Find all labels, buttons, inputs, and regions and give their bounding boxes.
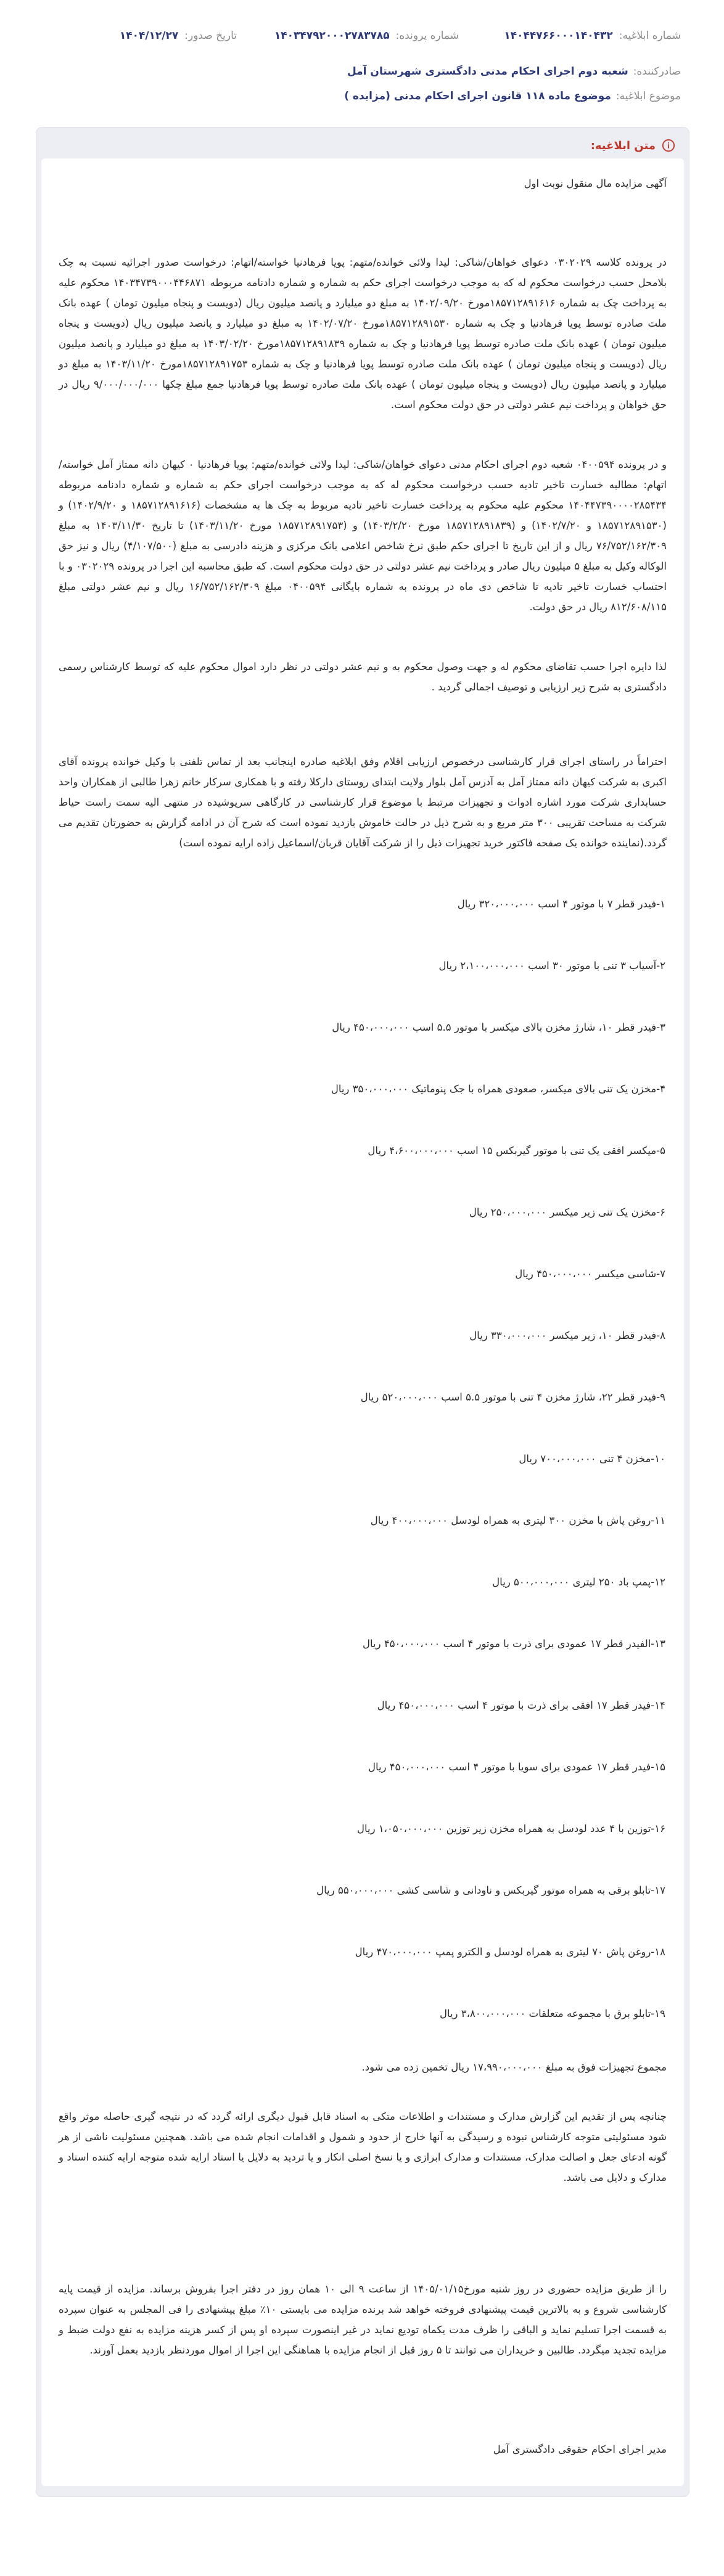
list-item: ۳-فیدر قطر ۱۰، شارژ مخزن بالای میکسر با موتور ۵.۵ اسب ۴۵۰،۰۰۰،۰۰۰ ریال: [332, 1021, 665, 1033]
meta-row: [43, 30, 681, 42]
list-item: ۱۹-تابلو برق با مجموعه متعلقات ۳،۸۰۰،۰۰۰،۰۰۰ ریال: [439, 2008, 665, 2019]
notice-number-value: ۱۴۰۴۴۷۶۶۰۰۰۱۴۰۴۳۲: [504, 30, 613, 42]
paragraph-auction-terms: را از طریق مزایده حضوری در روز شنبه مورخ۱۴۰۵/۰۱/۱۵ از ساعت ۹ الی ۱۰ همان روز در دفتر اجرا بفروش برساند. مزایده از قیمت پایه کارشناسی شروع و به بالاترین قیمت پیشنهادی فروخته خواهد شد برنده مزایده می بایستی ۱۰٪ مبلغ پیشنهادی را فی المجلس به عنوان سپرده به قسمت اجرا تسلیم نماید و الباقی را ظرف مدت یکماه تودیع نماید در غیر اینصورت سپرده او پس از کسر هزینه مزایده به نفع دولت ضبط و مزایده تجدید میگردد. طالبین و خریداران می توانند تا ۵ روز قبل از انجام مزایده با هماهنگی این اجرا از اموال موردنظر بازدید بعمل آورند.: [59, 2283, 667, 2356]
paragraph-disclaimer: چنانچه پس از تقدیم این گزارش مدارک و مستندات و اطلاعات متکی به اسناد قابل قبول دیگری ارائه گردد که در نتیجه گیری حاصله موثر واقع شود مسئولیتی متوجه کارشناس نبوده و رسیدگی به آنها خارج از حدود و شمول و اقدامات انجام شده می باشد. همچنین مسئولیت ناشی از هر گونه ادعای جعل و اصالت مدارک، مستندات و مدارک ابرازی و یا نسخ اصلی انکار و یا تردید به دلایل یا اسناد ارایه شده متوجه ارایه کننده اسناد و مدارک و دلایل می باشد.: [59, 2111, 667, 2183]
list-item: ۱۲-پمپ باد ۲۵۰ لیتری ۵۰۰،۰۰۰،۰۰۰ ریال: [492, 1576, 665, 1588]
card-title: [591, 139, 675, 152]
issuer-row: [347, 65, 681, 78]
list-item: ۶-مخزن یک تنی زیر میکسر ۲۵۰،۰۰۰،۰۰۰ ریال: [469, 1206, 665, 1218]
subject-label: موضوع ابلاغیه:: [615, 90, 681, 102]
list-item: ۱۰-مخزن ۴ تنی ۷۰۰،۰۰۰،۰۰۰ ریال: [519, 1453, 665, 1465]
notice-heading: آگهی مزایده مال منقول نوبت اول: [524, 178, 667, 189]
case-number: [237, 30, 459, 42]
list-item: ۴-مخزن یک تنی بالای میکسر، صعودی همراه با جک پنوماتیک ۳۵۰،۰۰۰،۰۰۰ ریال: [331, 1083, 665, 1095]
list-item: ۱۶-توزین با ۴ عدد لودسل به همراه مخزن زیر توزین ۱،۰۵۰،۰۰۰،۰۰۰ ریال: [356, 1823, 665, 1834]
notice-number-label: شماره ابلاغیه:: [619, 30, 681, 42]
list-item: ۸-فیدر قطر ۱۰، زیر میکسر ۳۳۰،۰۰۰،۰۰۰ ریال: [469, 1330, 665, 1341]
card-title-text: متن ابلاغیه:: [590, 139, 656, 152]
paragraph-total: مجموع تجهیزات فوق به مبلغ ۱۷،۹۹۰،۰۰۰،۰۰۰ ریال تخمین زده می شود.: [361, 2061, 667, 2073]
paragraph-expert-report: احتراماً در راستای اجرای قرار کارشناسی درخصوص ارزیابی اقلام وفق ابلاغیه صادره اینجانب بعد از تماس تلفنی با وکیل خوانده پرونده آقای اکبری به شرکت کیهان دانه ممتاز آمل به آدرس آمل بلوار ولایت ابتدای روستای دارکلا رفته و با همکاری سرکار خانم زهرا طالبی از همکاران واحد حسابداری شرکت مورد اشاره ادوات و تجهیزات مرتبط با موضوع قرار کارشناسی در کارگاهی سرپوشیده در منتهی الیه سمت راست حیاط شرکت به مساحت تقریبی ۳۰۰ متر مربع و به شرح ذیل در حالت خاموش بازدید نموده است که شرح آن در ادامه گزارش به حضورتان تقدیم می گردد.(نماینده خوانده یک صفحه فاکتور خرید تجهیزات ذیل را از شرکت آقایان قربان/اسماعیل زاده ارایه نموده است): [59, 756, 667, 849]
list-item: ۵-میکسر افقی یک تنی با موتور گیربکس ۱۵ اسب ۴،۶۰۰،۰۰۰،۰۰۰ ریال: [368, 1145, 665, 1156]
list-item: ۱-فیدر قطر ۷ با موتور ۴ اسب ۳۲۰،۰۰۰،۰۰۰ ریال: [457, 898, 665, 910]
info-icon: [662, 139, 675, 152]
issue-date-value: ۱۴۰۴/۱۲/۲۷: [119, 30, 179, 42]
subject-value: موضوع ماده ۱۱۸ قانون اجرای احکام مدنی (مزایده ): [344, 90, 611, 102]
list-item: ۲-آسیاب ۳ تنی با موتور ۳۰ اسب ۲،۱۰۰،۰۰۰،۰۰۰ ریال: [438, 960, 665, 971]
issuer-label: صادرکننده:: [633, 65, 681, 78]
case-number-value: ۱۴۰۳۴۷۹۲۰۰۰۲۷۸۳۷۸۵: [274, 30, 390, 42]
issue-date-label: تاریخ صدور:: [184, 30, 237, 42]
list-item: ۷-شاسی میکسر ۴۵۰،۰۰۰،۰۰۰ ریال: [515, 1268, 665, 1280]
notice-header: [0, 0, 724, 123]
list-item: ۱۵-فیدر قطر ۱۷ عمودی برای سویا با موتور ۴ اسب ۴۵۰،۰۰۰،۰۰۰ ریال: [368, 1761, 665, 1773]
list-item: ۱۷-تابلو برقی به همراه موتور گیربکس و ناودانی و شاسی کشی ۵۵۰،۰۰۰،۰۰۰ ریال: [316, 1884, 665, 1896]
signature-line: مدیر اجرای احکام حقوقی دادگستری آمل: [493, 2443, 667, 2455]
paragraph-case-1: در پرونده کلاسه ۰۳۰۲۰۲۹ دعوای خواهان/شاکی: لیدا ولائی خوانده/متهم: پویا فرهادنیا خواسته/اتهام: درخواست صدور اجرائیه نسبت به چک بلامحل حسب درخواست محکوم له که به موجب درخواست اجرای حکم به شماره و شماره دادنامه مربوطه ۱۴۰۳۴۷۳۹۰۰۰۴۴۶۸۷۱ محکوم علیه به پرداخت چک به شماره ۱۸۵۷۱۲۸۹۱۶۱۶مورخ ۱۴۰۲/۰۹/۲۰ به مبلغ دو میلیارد و پانصد میلیون ریال (دویست و پنجاه میلیون تومان ) عهده بانک ملت صادره توسط پویا فرهادنیا و چک به شماره ۱۸۵۷۱۲۸۹۱۵۳۰مورخ ۱۴۰۲/۰۷/۲۰ به مبلغ دو میلیارد و پانصد میلیون ریال (دویست و پنجاه میلیون تومان ) عهده بانک ملت صادره توسط پویا فرهادنیا و چک به شماره ۱۸۵۷۱۲۸۹۱۸۳۹مورخ ۱۴۰۳/۰۲/۲۰ به مبلغ دو میلیارد و پانصد میلیون ریال (دویست و پنجاه میلیون تومان ) عهده بانک ملت صادره توسط پویا فرهادنیا و چک به شماره ۱۸۵۷۱۲۸۹۱۷۵۳مورخ ۱۴۰۳/۱۱/۲۰ به مبلغ دو میلیارد و پانصد میلیون ریال (دویست و پنجاه میلیون تومان ) عهده بانک ملت صادره توسط پویا فرهادنیا جمع مبلغ چکها ۹/۰۰۰/۰۰۰/۰۰۰ ریال در حق خواهان و پرداخت نیم عشر دولتی در حق دولت محکوم است.: [59, 256, 667, 411]
paragraph-case-2: و در پرونده ۰۴۰۰۵۹۴ شعبه دوم اجرای احکام مدنی دعوای خواهان/شاکی: لیدا ولائی خوانده/متهم: پویا فرهادنیا ۰ کیهان دانه ممتاز آمل خواسته/اتهام: مطالبه خسارت تاخیر تادیه حسب درخواست محکوم له که به موجب درخواست اجرای حکم به شماره و شماره دادنامه مربوطه ۱۴۰۴۴۷۳۹۰۰۰۰۲۸۵۴۳۴ محکوم علیه محکوم به پرداخت خسارت تاخیر تادیه مربوط به چک ها به مشخصات (۱۸۵۷۱۲۸۹۱۶۱۶ و ۱۴۰۲/۹/۲۰) و (۱۸۵۷۱۲۸۹۱۵۳۰ و ۱۴۰۲/۷/۲۰) و (۱۸۵۷۱۲۸۹۱۸۳۹ مورخ ۱۴۰۳/۲/۲۰) و (۱۸۵۷۱۲۸۹۱۷۵۳ مورخ ۱۴۰۳/۱۱/۲۰) تا تاریخ ۱۴۰۳/۱۱/۳۰ به مبلغ ۷۶/۷۵۲/۱۶۲/۳۰۹ ریال و از این تاریخ تا اجرای حکم طبق نرخ شاخص اعلامی بانک مرکزی و هزینه دادرسی به مبلغ (۴/۱۰۷/۵۰۰) ریال و نیز حق الوکاله وکیل به مبلغ ۵ میلیون ریال صادر و پرداخت نیم عشر دولتی در حق دولت محکوم است. که طبق محاسبه این اجرا در پرونده ۰۳۰۲۰۲۹ و با احتساب خسارت تاخیر تادیه تا شاخص دی ماه در پرونده به شماره بایگانی ۰۴۰۰۵۹۴ مبلغ ۱۶/۷۵۲/۱۶۲/۳۰۹ ریال و نیم عشر دولتی مبلغ ۸۱۲/۶۰۸/۱۱۵ ریال در حق دولت.: [59, 459, 667, 613]
issuer-value: شعبه دوم اجرای احکام مدنی دادگستری شهرستان آمل: [347, 65, 628, 78]
case-number-label: شماره پرونده:: [395, 30, 459, 42]
list-item: ۱۳-الفیدر قطر ۱۷ عمودی برای ذرت با موتور ۴ اسب ۴۵۰،۰۰۰،۰۰۰ ریال: [363, 1638, 665, 1650]
list-item: ۱۱-روغن پاش با مخزن ۳۰۰ لیتری به همراه لودسل ۴۰۰،۰۰۰،۰۰۰ ریال: [370, 1515, 665, 1526]
paragraph-decision: لذا دایره اجرا حسب تقاضای محکوم له و جهت وصول محکوم به و نیم عشر دولتی در نظر دارد اموال محکوم علیه که توسط کارشناس رسمی دادگستری به شرح زیر ارزیابی و توصیف اجمالی گردید .: [59, 661, 667, 693]
notice-number: [459, 30, 681, 42]
notice-body: [41, 158, 684, 2486]
list-item: ۱۸-روغن پاش ۷۰ لیتری به همراه لودسل و الکترو پمپ ۴۷۰،۰۰۰،۰۰۰ ریال: [355, 1946, 665, 1958]
list-item: ۹-فیدر قطر ۲۲، شارژ مخزن ۴ تنی با موتور ۵.۵ اسب ۵۲۰،۰۰۰،۰۰۰ ریال: [360, 1391, 665, 1403]
issue-date: [43, 30, 237, 42]
subject-row: [344, 90, 681, 102]
notice-text-card: [36, 127, 689, 2497]
list-item: ۱۴-فیدر قطر ۱۷ افقی برای ذرت با موتور ۴ اسب ۴۵۰،۰۰۰،۰۰۰ ریال: [377, 1699, 665, 1711]
